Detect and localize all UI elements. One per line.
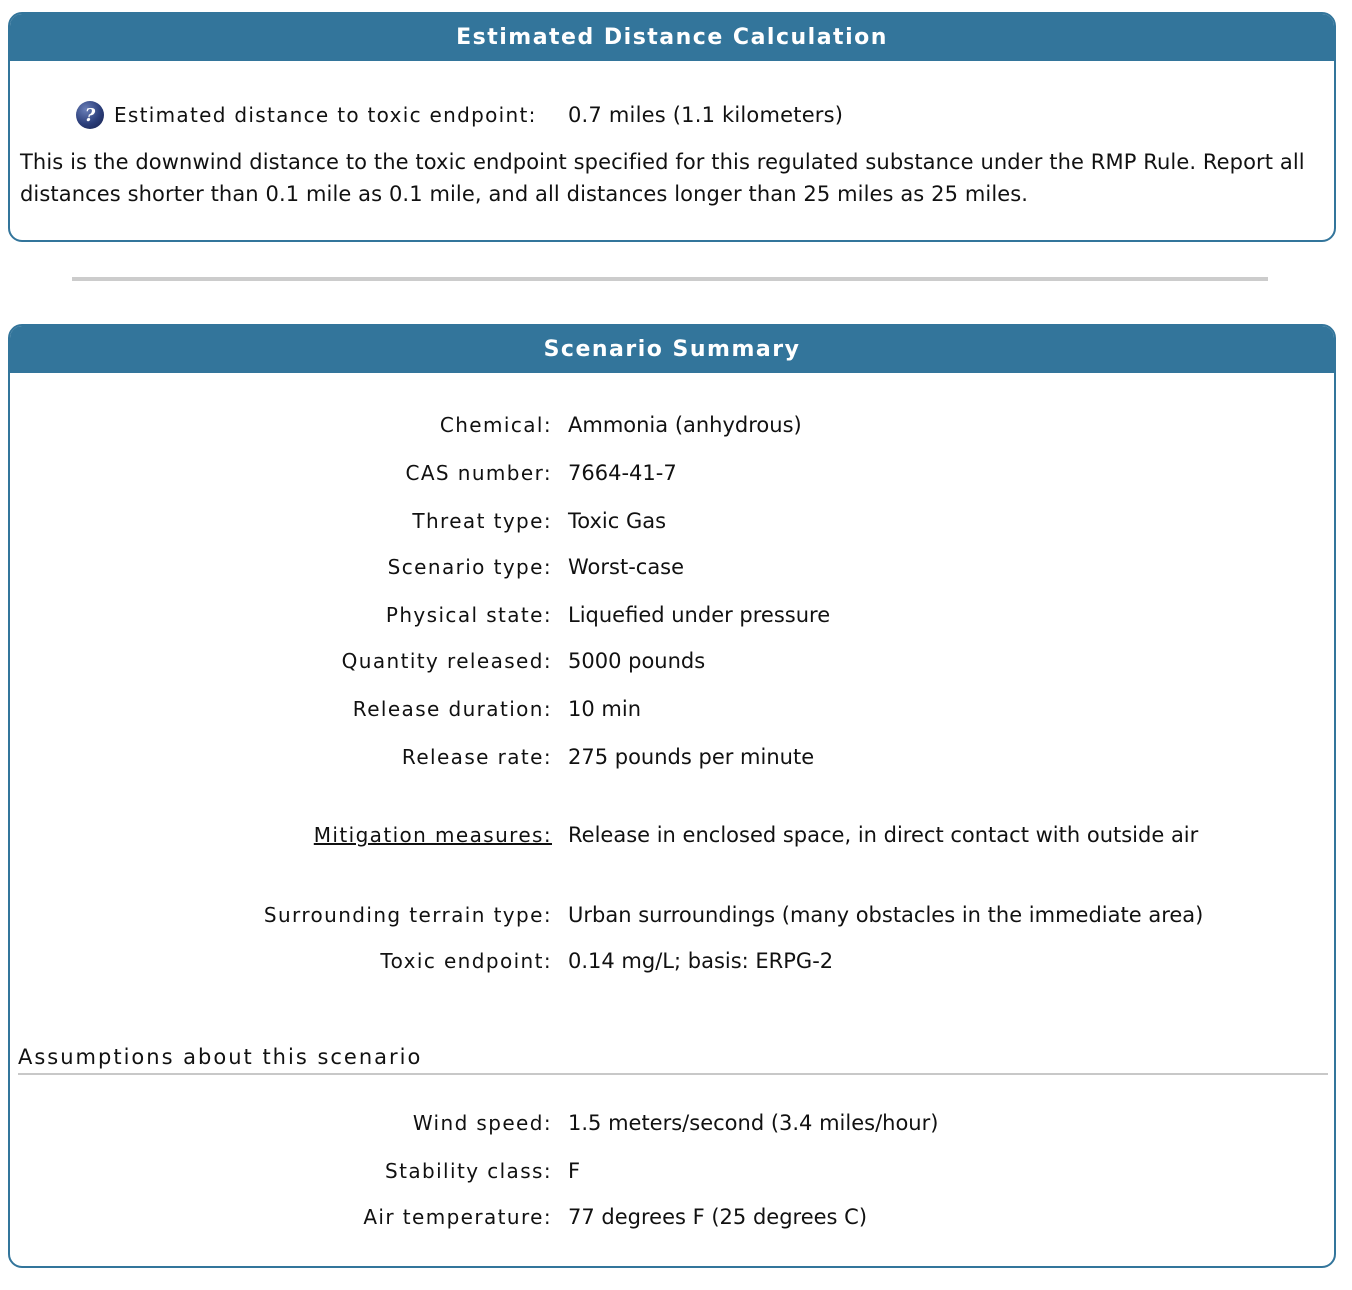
scenario-type-row xyxy=(10,552,1336,582)
wind-speed-value: 1.5 meters/second (3.4 miles/hour) xyxy=(568,1111,939,1135)
release-duration-value: 10 min xyxy=(568,697,641,721)
physical-state-value: Liquefied under pressure xyxy=(568,603,831,627)
stability-class-label: Stability class: xyxy=(385,1159,552,1183)
distance-row xyxy=(76,100,843,130)
quantity-released-value: 5000 pounds xyxy=(568,649,706,673)
mitigation-row xyxy=(10,820,1336,850)
stability-class-row xyxy=(10,1156,1336,1186)
assumptions-heading: Assumptions about this scenario xyxy=(18,1045,423,1069)
toxic-endpoint-label: Toxic endpoint: xyxy=(380,949,552,973)
cas-number-row xyxy=(10,458,1336,488)
scenario-type-value: Worst-case xyxy=(568,555,685,579)
distance-panel xyxy=(8,12,1336,242)
mitigation-measures-link[interactable]: Mitigation measures: xyxy=(313,823,552,847)
physical-state-label: Physical state: xyxy=(385,603,552,627)
scenario-type-label: Scenario type: xyxy=(387,555,552,579)
summary-panel xyxy=(8,324,1336,1268)
cas-number-label: CAS number: xyxy=(405,461,552,485)
chemical-label: Chemical: xyxy=(439,413,552,437)
summary-panel-title: Scenario Summary xyxy=(10,326,1334,373)
terrain-type-value: Urban surroundings (many obstacles in the immediate area) xyxy=(568,903,1204,927)
question-icon[interactable]: ? xyxy=(76,101,104,129)
threat-type-row xyxy=(10,506,1336,536)
quantity-released-row xyxy=(10,646,1336,676)
distance-label: Estimated distance to toxic endpoint: xyxy=(114,103,537,127)
threat-type-value: Toxic Gas xyxy=(568,509,667,533)
chemical-row xyxy=(10,410,1336,440)
air-temperature-label: Air temperature: xyxy=(363,1205,552,1229)
release-rate-row xyxy=(10,742,1336,772)
wind-speed-row xyxy=(10,1108,1336,1138)
distance-description: This is the downwind distance to the toxic endpoint specified for this regulated substance under the RMP Rule. Report all distances shorter than 0.1 mile as 0.1 mile, and all distances longer than 25 miles as 25 miles. xyxy=(20,150,1305,206)
quantity-released-label: Quantity released: xyxy=(341,649,552,673)
assumptions-rule xyxy=(18,1073,1328,1075)
air-temperature-row xyxy=(10,1202,1336,1232)
chemical-value: Ammonia (anhydrous) xyxy=(568,413,802,437)
terrain-type-row xyxy=(10,900,1336,930)
release-duration-label: Release duration: xyxy=(352,697,552,721)
distance-value: 0.7 miles (1.1 kilometers) xyxy=(568,103,844,127)
terrain-type-label: Surrounding terrain type: xyxy=(263,903,552,927)
release-rate-label: Release rate: xyxy=(401,745,552,769)
physical-state-row xyxy=(10,600,1336,630)
cas-number-value: 7664-41-7 xyxy=(568,461,677,485)
toxic-endpoint-row xyxy=(10,946,1336,976)
wind-speed-label: Wind speed: xyxy=(412,1111,552,1135)
toxic-endpoint-value: 0.14 mg/L; basis: ERPG-2 xyxy=(568,949,834,973)
threat-type-label: Threat type: xyxy=(412,509,552,533)
release-rate-value: 275 pounds per minute xyxy=(568,745,815,769)
air-temperature-value: 77 degrees F (25 degrees C) xyxy=(568,1205,868,1229)
distance-panel-title: Estimated Distance Calculation xyxy=(10,14,1334,61)
mitigation-measures-value: Release in enclosed space, in direct contact with outside air xyxy=(568,823,1199,847)
release-duration-row xyxy=(10,694,1336,724)
stability-class-value: F xyxy=(568,1159,581,1183)
panel-divider xyxy=(72,277,1268,281)
